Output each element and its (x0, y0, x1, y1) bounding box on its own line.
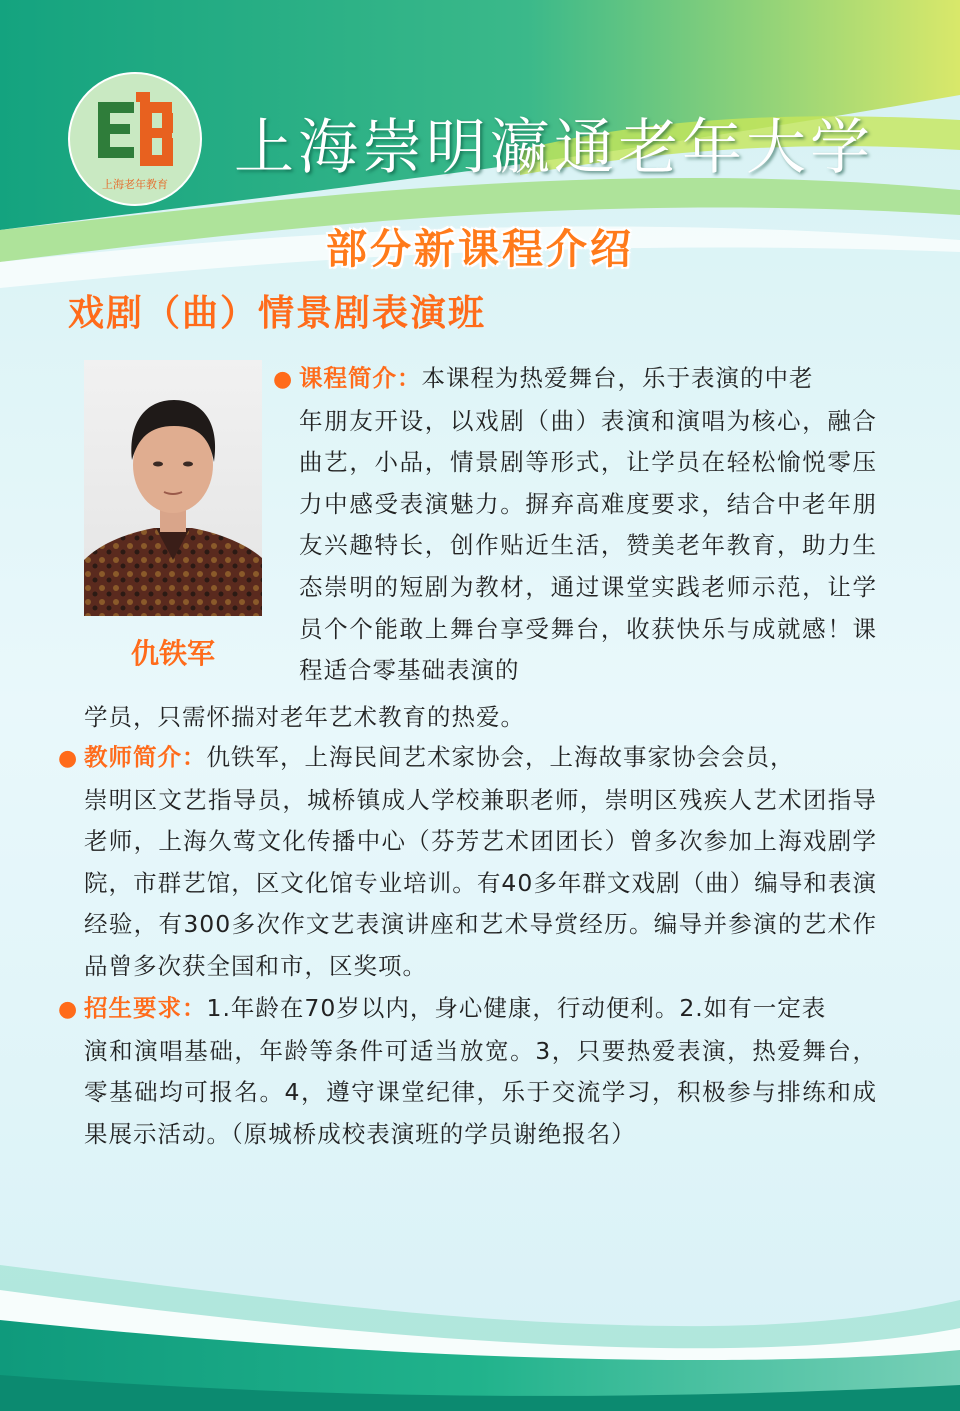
teacher-intro-label: 教师简介： (84, 743, 207, 771)
course-intro-text: 年朋友开设，以戏剧（曲）表演和演唱为核心，融合曲艺，小品，情景剧等形式，让学员在轻松愉悦零压力中感受表演魅力。摒弃高难度要求，结合中老年朋友兴趣特长，创作贴近生活，赞美老年教育，助力生态崇明的短剧为教材，通过课堂实践老师示范，让学员个个能敢上舞台享受舞台，收获快乐与成就感！课程适合零基础表演的 (299, 406, 877, 685)
course-intro-section (273, 358, 877, 692)
teacher-intro-text: 崇明区文艺指导员，城桥镇成人学校兼职老师，崇明区残疾人艺术团指导老师，上海久莺文化传播中心（芬芳艺术团团长）曾多次参加上海戏剧学院，市群艺馆，区文化馆专业培训。有40多年群文戏剧（曲）编导和表演经验，有300多次作文艺表演讲座和艺术导赏经历。编导并参演的艺术作品曾多次获全国和市，区奖项。 (84, 785, 877, 980)
bullet-dot-icon: ● (273, 367, 294, 392)
teacher-name: 仇铁军 (130, 637, 215, 670)
page-subtitle: 部分新课程介绍 (326, 225, 634, 273)
course-intro-tail: 学员，只需怀揣对老年艺术教育的热爱。 (84, 703, 525, 731)
teacher-intro-first-line: 仇铁军，上海民间艺术家协会，上海故事家协会会员， (206, 743, 795, 771)
school-logo (66, 70, 204, 208)
teacher-photo (84, 360, 262, 616)
enrollment-text: 演和演唱基础，年龄等条件可适当放宽。3，只要热爱表演，热爱舞台，零基础均可报名。4，遵守课堂纪律，乐于交流学习，积极参与排练和成果展示活动。（原城桥成校表演班的学员谢绝报名） (84, 1036, 877, 1148)
logo-caption: 上海老年教育 (102, 178, 168, 191)
bullet-dot-icon: ● (58, 997, 79, 1022)
course-intro-first-line: 本课程为热爱舞台，乐于表演的中老 (421, 364, 814, 392)
enrollment-section (58, 988, 877, 1155)
teacher-intro-section (58, 737, 877, 988)
course-name: 戏剧（曲）情景剧表演班 (68, 293, 487, 334)
enrollment-first-line: 1.年龄在70岁以内，身心健康，行动便利。2.如有一定表 (206, 994, 827, 1022)
enrollment-label: 招生要求： (84, 994, 207, 1022)
course-intro-label: 课程简介： (299, 364, 422, 392)
bullet-dot-icon: ● (58, 746, 79, 771)
page-title: 上海崇明瀛通老年大学 (234, 113, 874, 183)
elder-education-logo-icon (66, 70, 204, 208)
